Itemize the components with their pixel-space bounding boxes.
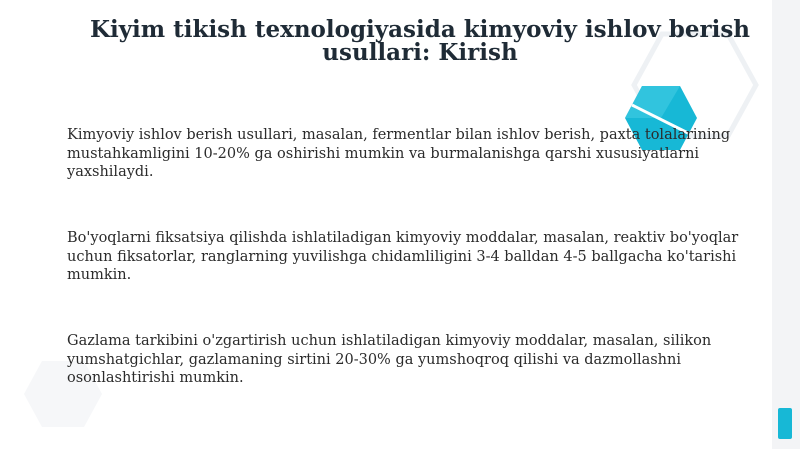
paragraph-1: Kimyoviy ishlov berish usullari, masalan, fermentlar bilan ishlov berish, paxta tolalarining mustahkamligini 10-20% ga oshirishi mumkin va burmalanishga qarshi xususiyatlarni yaxshilaydi.	[67, 127, 731, 180]
right-edge-strip	[772, 0, 800, 449]
paragraph-2: Bo'yoqlarni fiksatsiya qilishda ishlatiladigan kimyoviy moddalar, masalan, reaktiv bo'yoqlar uchun fiksatorlar, ranglarning yuvilishga chidamliligini 3-4 balldan 4-5 ballgacha ko'tarishi mumkin.	[67, 230, 739, 283]
slide-title: Kiyim tikish texnologiyasida kimyoviy ishlov berish usullari: Kirish	[89, 16, 751, 66]
paragraph-3: Gazlama tarkibini o'zgartirish uchun ishlatiladigan kimyoviy moddalar, masalan, silikon yumshatgichlar, gazlamaning sirtini 20-30% ga yumshoqroq qilishi va dazmollashni osonlashtirishi mumkin.	[67, 333, 712, 386]
accent-tab	[778, 408, 792, 439]
